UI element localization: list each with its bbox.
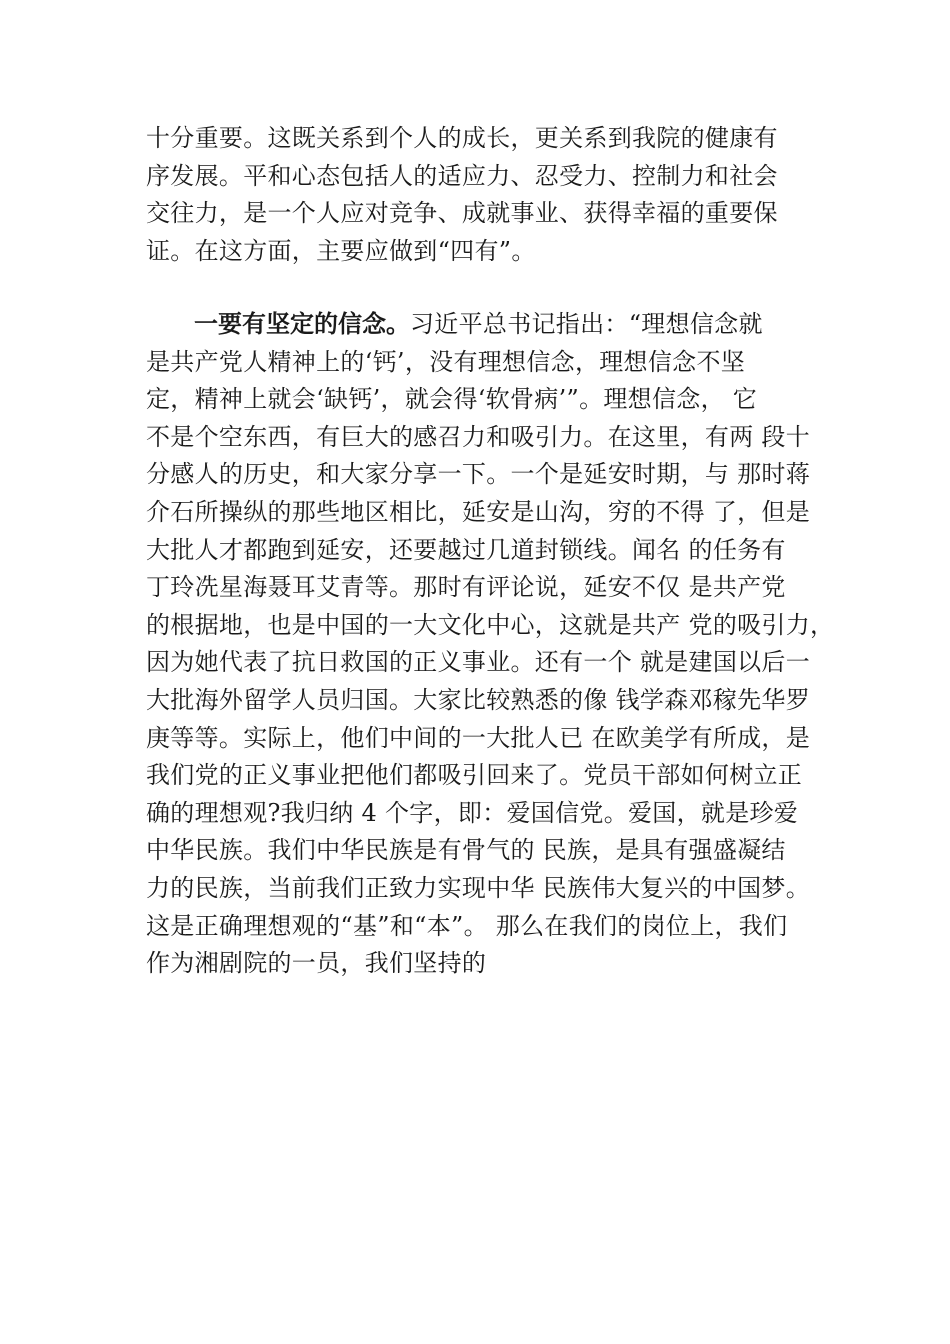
text-line: 因为她代表了抗日救国的正义事业。还有一个 就是建国以后一 xyxy=(146,648,811,677)
text-line: 确的理想观?我归纳 4 个字，即：爱国信党。爱国，就是珍爱 xyxy=(146,798,799,827)
text-line: 证。在这方面，主要应做到“四有”。 xyxy=(146,236,536,265)
text-line: 这是正确理想观的“基”和“本”。 那么在我们的岗位上，我们 xyxy=(146,911,788,940)
paragraph-intro xyxy=(146,120,866,270)
text-line-first xyxy=(146,306,866,344)
text-line: 十分重要。这既关系到个人的成长，更关系到我院的健康有 xyxy=(146,124,778,152)
text-line: 中华民族。我们中华民族是有骨气的 民族，是具有强盛凝结 xyxy=(146,836,786,865)
text-line: 是共产党人精神上的‘钙’，没有理想信念，理想信念不坚 xyxy=(146,347,746,376)
text-line: 庚等等。实际上，他们中间的一大批人已 在欧美学有所成，是 xyxy=(146,723,811,752)
text-line: 力的民族，当前我们正致力实现中华 民族伟大复兴的中国梦。 xyxy=(146,873,811,902)
text-line: 介石所操纵的那些地区相比，延安是山沟，穷的不得 了，但是 xyxy=(146,497,811,526)
text-line: 我们党的正义事业把他们都吸引回来了。党员干部如何树立正 xyxy=(146,761,803,790)
text-line: 的根据地，也是中国的一大文化中心，这就是共产 党的吸引力， xyxy=(146,610,835,639)
text-line: 定，精神上就会‘缺钙’，就会得‘软骨病’”。理想信念， 它 xyxy=(146,385,758,414)
text-line: 序发展。平和心态包括人的适应力、忍受力、控制力和社会 xyxy=(146,161,778,190)
text-line: 大批人才都跑到延安，还要越过几道封锁线。闻名 的任务有 xyxy=(146,535,786,564)
text-line: 分感人的历史，和大家分享一下。一个是延安时期，与 那时蒋 xyxy=(146,460,811,489)
section-heading: 一要有坚定的信念。 xyxy=(194,310,410,338)
text-line: 不是个空东西，有巨大的感召力和吸引力。在这里，有两 段十 xyxy=(146,422,811,451)
paragraph-belief xyxy=(146,306,866,983)
text-line: 大批海外留学人员归国。大家比较熟悉的像 钱学森邓稼先华罗 xyxy=(146,685,811,714)
text-line: 丁玲冼星海聂耳艾青等。那时有评论说，延安不仅 是共产党 xyxy=(146,573,786,602)
text-line: 交往力，是一个人应对竞争、成就事业、获得幸福的重要保 xyxy=(146,199,778,228)
heading-continuation: 习近平总书记指出：“理想信念就 xyxy=(410,310,763,338)
text-line: 作为湘剧院的一员，我们坚持的 xyxy=(146,949,487,978)
